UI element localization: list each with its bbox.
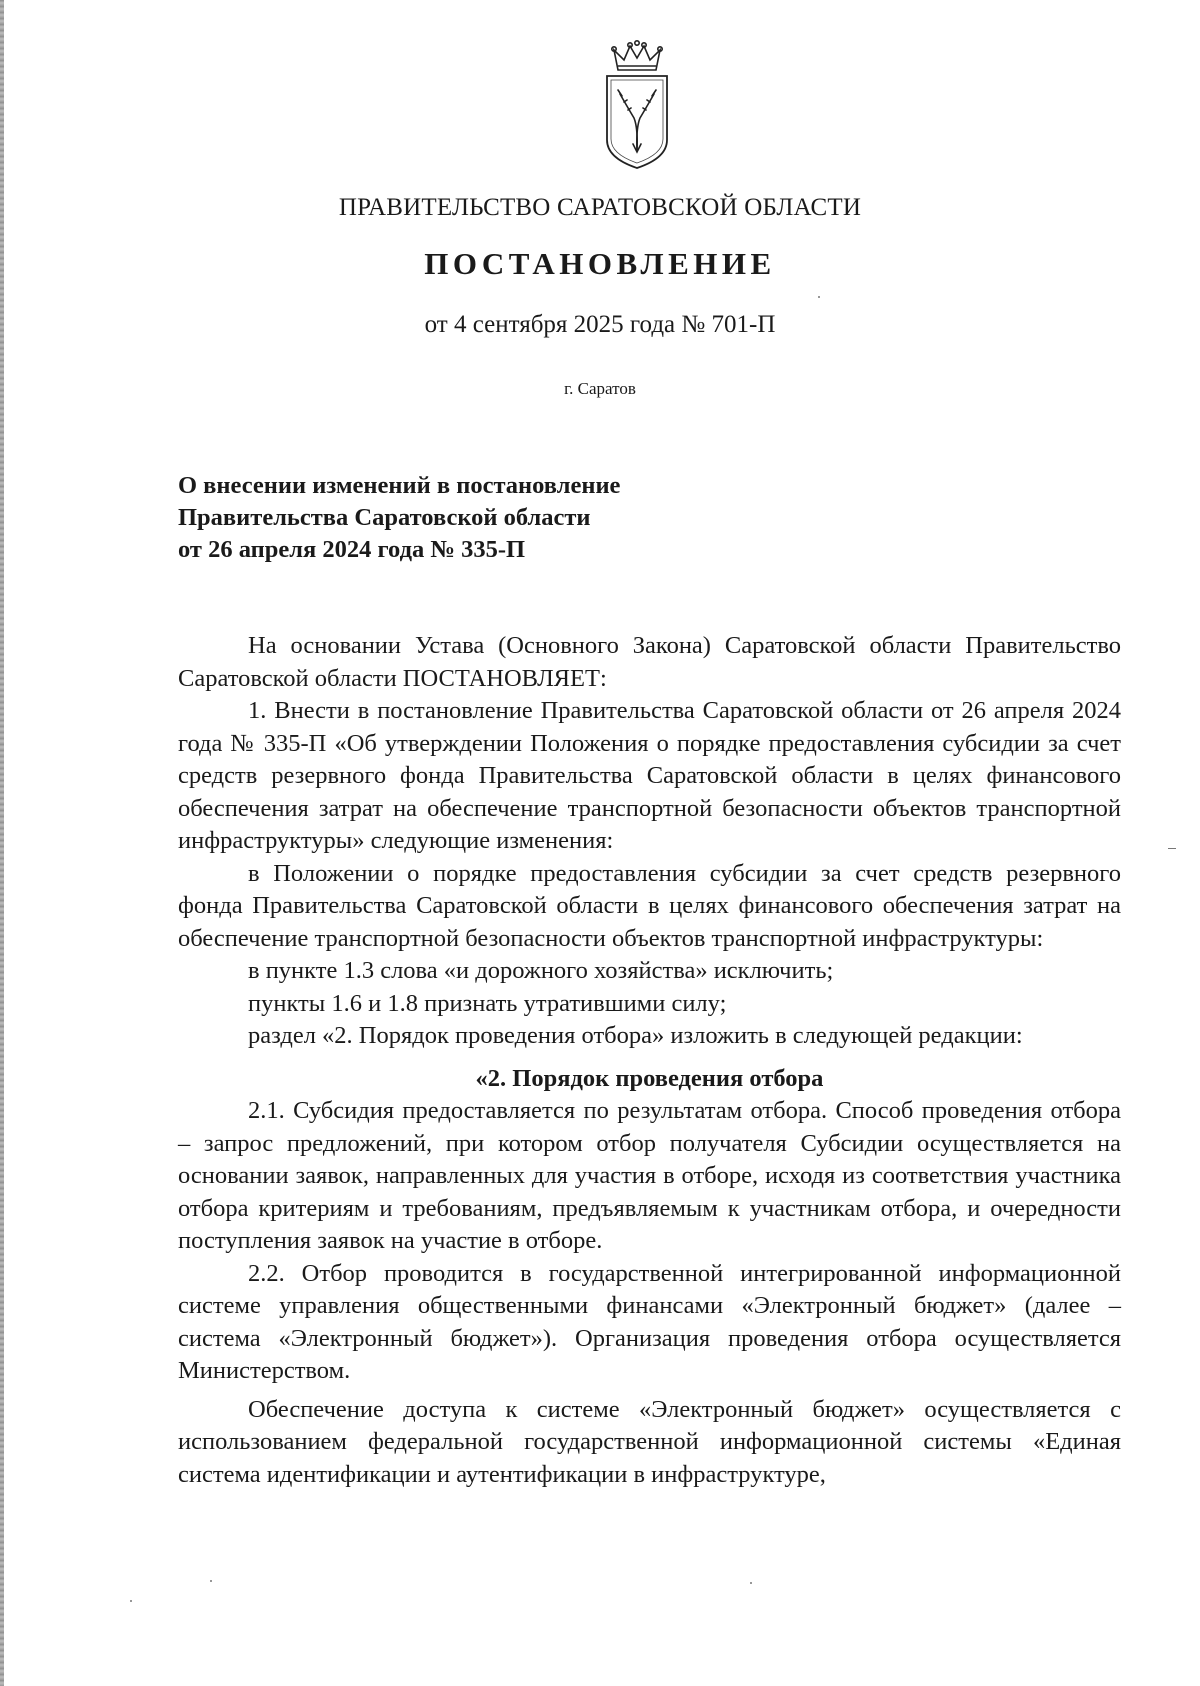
document-subject <box>178 470 778 566</box>
scan-speck <box>1168 848 1176 849</box>
document-body <box>178 630 1121 1491</box>
saratov-coat-of-arms-icon <box>600 40 674 172</box>
organization-name: ПРАВИТЕЛЬСТВО САРАТОВСКОЙ ОБЛАСТИ <box>338 194 862 221</box>
subject-line: от 26 апреля 2024 года № 335-П <box>178 536 526 563</box>
subject-line: Правительства Саратовской области <box>178 504 591 531</box>
subject-line: О внесении изменений в постановление <box>178 472 621 499</box>
scan-speck <box>210 1580 212 1582</box>
document-city: г. Саратов <box>564 379 636 398</box>
section-title: «2. Порядок проведения отбора <box>475 1064 824 1092</box>
body-paragraph: На основании Устава (Основного Закона) Саратовской области Правительство Саратовской области ПОСТАНОВЛЯЕТ: <box>178 632 1121 692</box>
section-paragraph: 2.1. Субсидия предоставляется по результатам отбора. Способ проведения отбора – запрос предложений, при котором отбор получателя Субсидии осуществляется на основании заявок, направленных для участия в отборе, исходя из соответствия участника отбора критериям и требованиям, предъявляемым к участникам отбора, и очередности поступления заявок на участие в отборе. <box>178 1097 1121 1254</box>
document-type-title: ПОСТАНОВЛЕНИЕ <box>424 246 776 281</box>
body-paragraph: в Положении о порядке предоставления субсидии за счет средств резервного фонда Правительства Саратовской области в целях финансового обеспечения затрат на обеспечение транспортной безопасности объектов транспортной инфраструктуры: <box>178 859 1121 952</box>
body-paragraph: раздел «2. Порядок проведения отбора» изложить в следующей редакции: <box>248 1022 1023 1049</box>
body-paragraph: в пункте 1.3 слова «и дорожного хозяйства» исключить; <box>248 957 834 984</box>
scan-speck <box>818 296 820 298</box>
document-date-number: от 4 сентября 2025 года № 701-П <box>424 311 776 338</box>
body-paragraph: 1. Внести в постановление Правительства Саратовской области от 26 апреля 2024 года № 335-П «Об утверждении Положения о порядке предоставления субсидии за счет средств резервного фонда Правительства Саратовской области в целях финансового обеспечения затрат на обеспечение транспортной безопасности объектов транспортной инфраструктуры» следующие изменения: <box>178 697 1121 854</box>
scan-speck <box>750 1582 752 1584</box>
body-paragraph: пункты 1.6 и 1.8 признать утратившими силу; <box>248 989 727 1017</box>
section-paragraph: Обеспечение доступа к системе «Электронный бюджет» осуществляется с использованием федеральной государственной информационной системы «Единая система идентификации и аутентификации в инфраструктуре, <box>178 1395 1121 1488</box>
section-paragraph: 2.2. Отбор проводится в государственной интегрированной информационной системе управления общественными финансами «Электронный бюджет» (далее – система «Электронный бюджет»). Организация проведения отбора осуществляется Министерством. <box>178 1259 1121 1384</box>
scan-speck <box>130 1600 132 1602</box>
